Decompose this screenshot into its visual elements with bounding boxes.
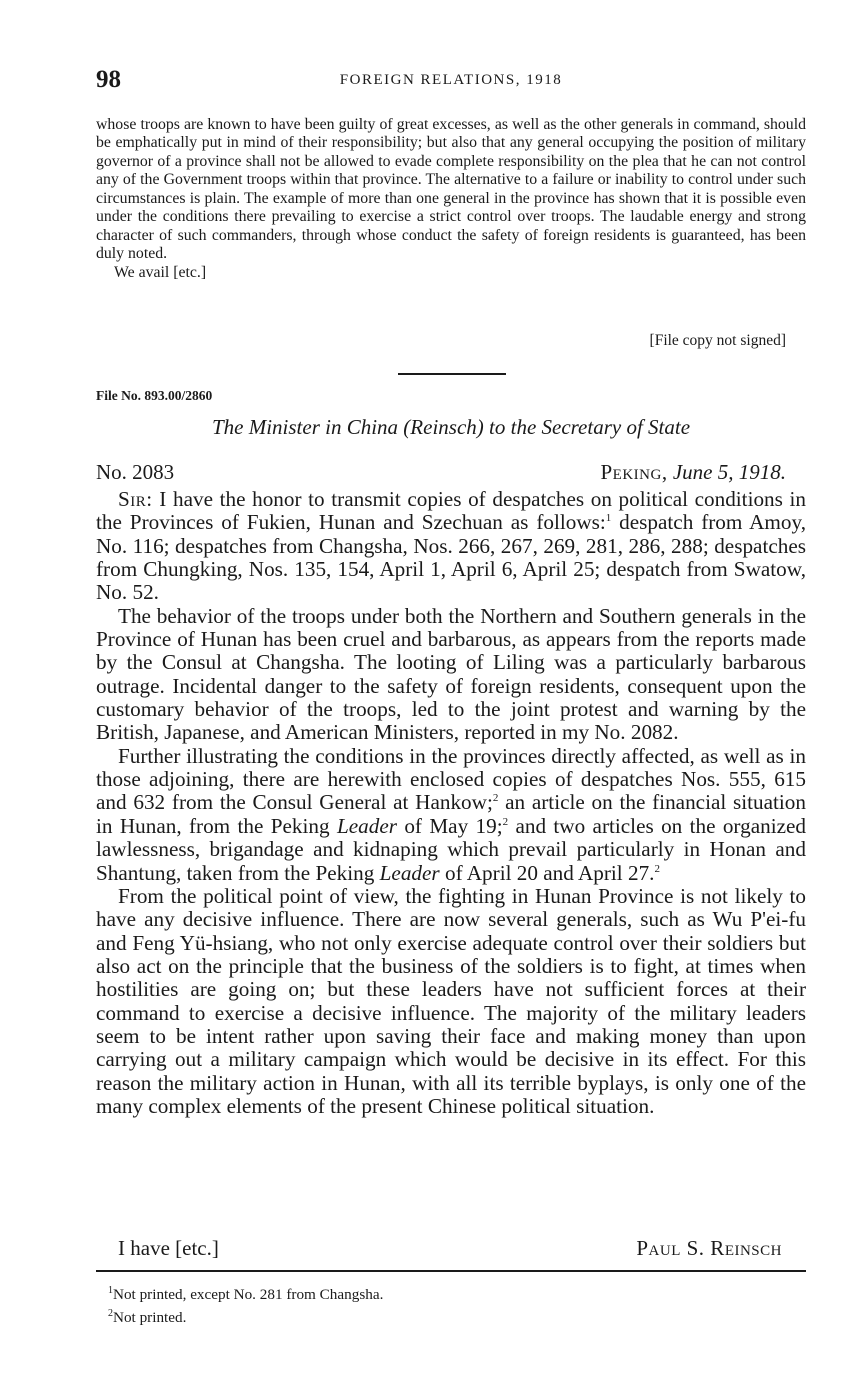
newspaper-name: Leader <box>379 860 440 885</box>
file-number: File No. 893.00/2860 <box>96 388 213 403</box>
newspaper-name: Leader <box>336 813 397 838</box>
continuation-paragraph: whose troops are known to have been guilty of great excesses, as well as the other generals in command, should be emphatically put in mind of their responsibility; but also that any general occupying the position of military governor of a province shall not be allowed to evade complete responsibility on the plea that he can not control any of the Government troops within that province. The alternative to a failure or inability to control under such circumstances is plain. The example of more than one general in the province has shown that it is possible even under the conditions there prevailing to exercise a strict control over troops. The laudable energy and strong character of such commanders, through whose conduct the safety of foreign residents is guaranteed, has been duly noted. <box>96 116 806 263</box>
text-run: despatch from Amoy, No. 116; despatches from Changsha, Nos. 266, 267, 269, 281, 286, 288; despatches from Chungking, Nos. 135, 154, April 1, April 6, April 25; despatch from Swatow, No. 52. <box>96 510 806 605</box>
salutation: Sir: <box>118 487 153 511</box>
text-run: and two articles on the organized lawlessness, brigandage and kidnaping which prevail particularly in Honan and Shantung, taken from the Peking <box>96 813 806 885</box>
paragraph-2: The behavior of the troops under both the Northern and Southern generals in the Province of Hunan has been cruel and barbarous, as appears from the reports made by the Consul at Changsha. The looting of Liling was a particularly barbarous outrage. Incidental danger to the safety of foreign residents, consequent upon the customary behavior of the troops, led to the joint protest and warning by the British, Japanese, and American Ministers, reported in my No. 2082. <box>96 603 806 745</box>
footnote-text: Not printed, except No. 281 from Changsha. <box>113 1286 384 1304</box>
despatch-number: No. 2083 <box>96 460 175 484</box>
section-divider <box>398 373 506 375</box>
footnote-text: Not printed. <box>113 1309 187 1327</box>
running-head: FOREIGN RELATIONS, 1918 <box>339 72 563 88</box>
text-run: of April 20 and April 27. <box>439 860 655 885</box>
paragraph-1 <box>96 488 806 605</box>
text-run: of May 19; <box>396 813 503 838</box>
previous-document-continuation <box>96 116 806 282</box>
page-number: 98 <box>96 66 121 93</box>
paragraph-3 <box>96 745 806 885</box>
footnote-mark: 1 <box>108 1285 113 1296</box>
footnote <box>108 1281 383 1304</box>
footnote-ref: 2 <box>502 815 509 828</box>
footnote-ref: 2 <box>492 792 499 805</box>
despatch-body <box>96 488 806 1118</box>
footnotes <box>108 1281 383 1327</box>
document-title: The Minister in China (Reinsch) to the Secretary of State <box>211 415 691 439</box>
text-run: I have the honor to transmit copies of despatches on political conditions in the Provinces of Fukien, Hunan and Szechuan as follows: <box>96 487 806 535</box>
text-run: Further illustrating the conditions in the provinces directly affected, as well as in those adjoining, there are herewith enclosed copies of despatches Nos. 555, 615 and 632 from the Consul General at Hankow; <box>96 743 806 815</box>
closing-phrase: I have [etc.] <box>118 1236 219 1260</box>
page-header <box>96 66 806 100</box>
file-copy-note: [File copy not signed] <box>649 332 786 349</box>
text-run: an article on the financial situation in Hunan, from the Peking <box>96 790 806 838</box>
place-and-date <box>601 460 787 485</box>
dateline <box>96 460 806 486</box>
continuation-closing: We avail [etc.] <box>114 263 207 281</box>
footnote-divider <box>96 1270 806 1272</box>
footnote-ref: 2 <box>654 862 660 875</box>
paragraph-4: From the political point of view, the fighting in Hunan Province is not likely to have any decisive influence. There are now several generals, such as Wu P'ei-fu and Feng Yü-hsiang, who not only exercise adequate control over their soldiers but also act on the principle that the business of the soldiers is to fight, at times when hostilities are going on; but these leaders have not sufficient forces at their command to exercise a decisive influence. The majority of the military leaders seem to be intent rather upon saving their face and making money than upon carrying out a military campaign which would be decisive in its effect. For this reason the military action in Hunan, with all its terrible byplays, is only one of the many complex elements of the present Chinese political situation. <box>96 883 806 1118</box>
footnote-ref: 1 <box>605 512 612 525</box>
footnote <box>108 1304 383 1327</box>
despatch-closing <box>96 1236 806 1262</box>
footnote-mark: 2 <box>108 1308 113 1320</box>
date: June 5, 1918. <box>672 460 786 484</box>
place: Peking, <box>600 460 668 484</box>
signature: Paul S. Reinsch <box>636 1236 782 1260</box>
